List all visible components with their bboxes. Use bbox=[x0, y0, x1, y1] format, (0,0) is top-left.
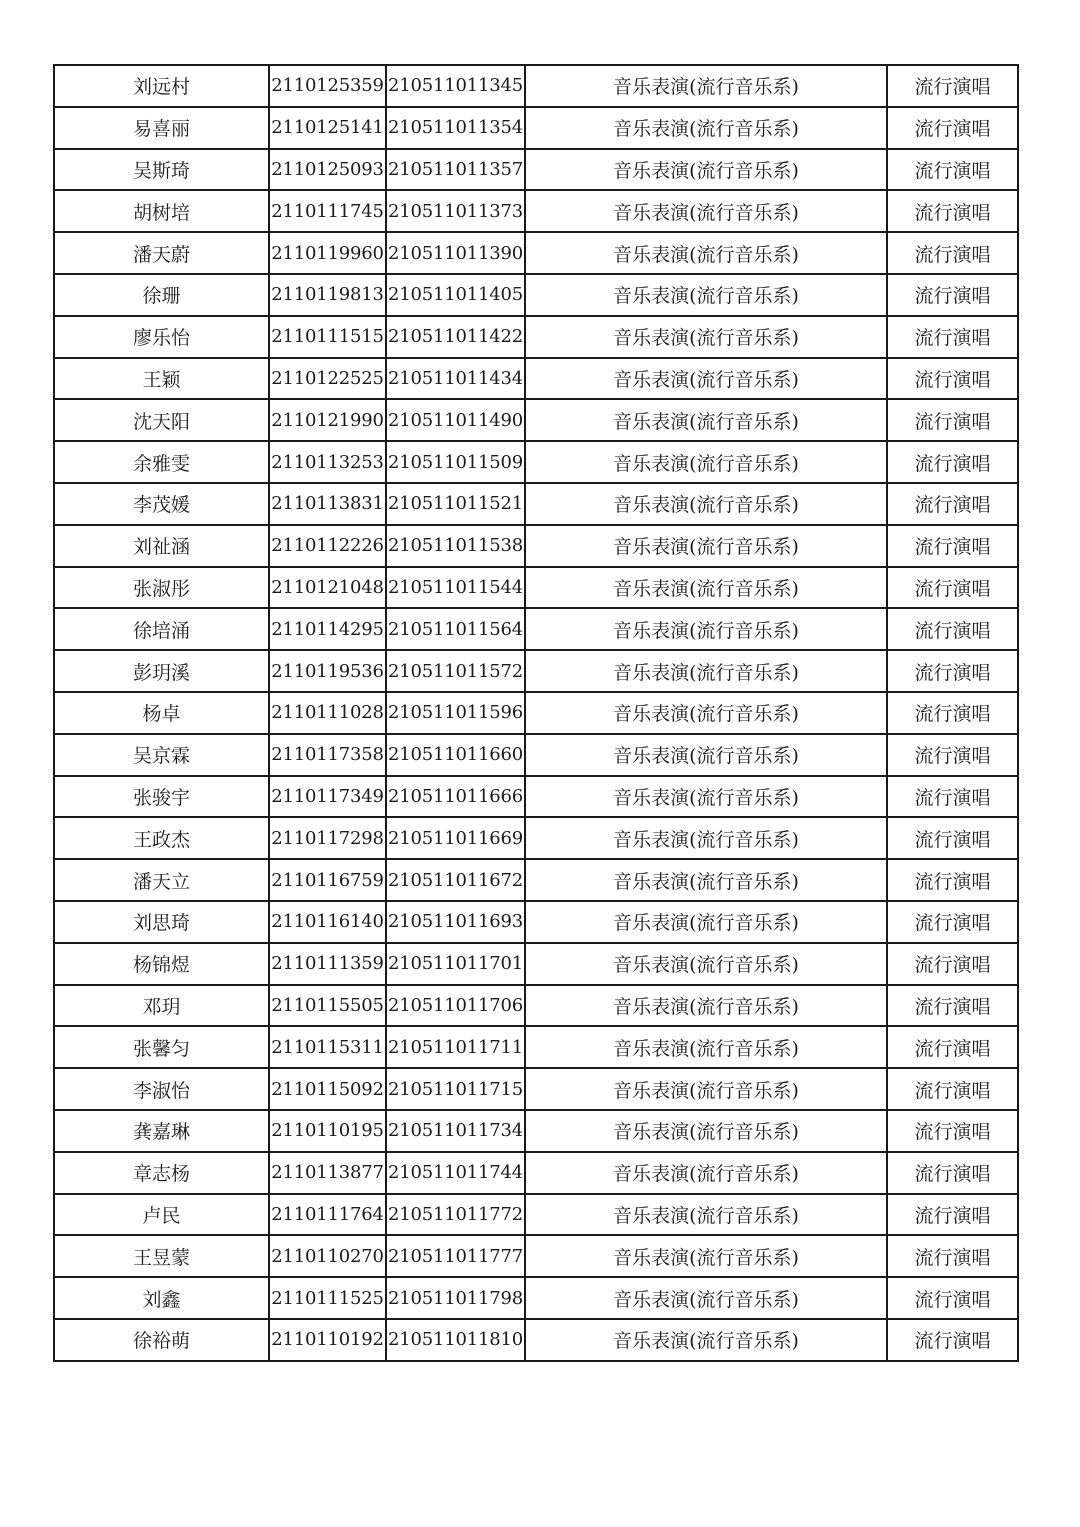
candidate-name-cell: 卢民 bbox=[54, 1194, 269, 1236]
direction-cell: 流行演唱 bbox=[887, 316, 1018, 358]
direction-cell: 流行演唱 bbox=[887, 1026, 1018, 1068]
exam-number-cell: 2110110270 bbox=[269, 1235, 386, 1277]
exam-number-cell: 2110114295 bbox=[269, 608, 386, 650]
exam-number-cell: 2110113253 bbox=[269, 441, 386, 483]
major-cell: 音乐表演(流行音乐系) bbox=[525, 1110, 887, 1152]
direction-cell: 流行演唱 bbox=[887, 399, 1018, 441]
admission-ticket-cell: 210511011434 bbox=[386, 358, 525, 400]
table-row bbox=[54, 358, 1018, 400]
major-cell: 音乐表演(流行音乐系) bbox=[525, 734, 887, 776]
direction-cell: 流行演唱 bbox=[887, 1235, 1018, 1277]
major-cell: 音乐表演(流行音乐系) bbox=[525, 1152, 887, 1194]
admission-ticket-cell: 210511011544 bbox=[386, 567, 525, 609]
candidate-name-cell: 王昱蒙 bbox=[54, 1235, 269, 1277]
major-cell: 音乐表演(流行音乐系) bbox=[525, 1068, 887, 1110]
direction-cell: 流行演唱 bbox=[887, 358, 1018, 400]
exam-number-cell: 2110111764 bbox=[269, 1194, 386, 1236]
major-cell: 音乐表演(流行音乐系) bbox=[525, 316, 887, 358]
admission-ticket-cell: 210511011509 bbox=[386, 441, 525, 483]
table-row bbox=[54, 274, 1018, 316]
table-row bbox=[54, 232, 1018, 274]
candidate-name-cell: 潘天立 bbox=[54, 859, 269, 901]
candidate-name-cell: 刘鑫 bbox=[54, 1277, 269, 1319]
admission-ticket-cell: 210511011564 bbox=[386, 608, 525, 650]
direction-cell: 流行演唱 bbox=[887, 483, 1018, 525]
table-row bbox=[54, 1152, 1018, 1194]
major-cell: 音乐表演(流行音乐系) bbox=[525, 1026, 887, 1068]
direction-cell: 流行演唱 bbox=[887, 107, 1018, 149]
direction-cell: 流行演唱 bbox=[887, 525, 1018, 567]
candidate-name-cell: 潘天蔚 bbox=[54, 232, 269, 274]
major-cell: 音乐表演(流行音乐系) bbox=[525, 274, 887, 316]
table-row bbox=[54, 399, 1018, 441]
candidate-name-cell: 杨锦煜 bbox=[54, 943, 269, 985]
table-row bbox=[54, 1235, 1018, 1277]
direction-cell: 流行演唱 bbox=[887, 859, 1018, 901]
table-row bbox=[54, 1110, 1018, 1152]
admission-ticket-cell: 210511011666 bbox=[386, 776, 525, 818]
exam-number-cell: 2110125093 bbox=[269, 149, 386, 191]
admission-ticket-cell: 210511011354 bbox=[386, 107, 525, 149]
exam-number-cell: 2110115505 bbox=[269, 985, 386, 1027]
table-row bbox=[54, 692, 1018, 734]
direction-cell: 流行演唱 bbox=[887, 901, 1018, 943]
major-cell: 音乐表演(流行音乐系) bbox=[525, 441, 887, 483]
candidate-name-cell: 杨卓 bbox=[54, 692, 269, 734]
exam-number-cell: 2110125359 bbox=[269, 65, 386, 107]
table-row bbox=[54, 525, 1018, 567]
admission-ticket-cell: 210511011390 bbox=[386, 232, 525, 274]
exam-number-cell: 2110113877 bbox=[269, 1152, 386, 1194]
table-row bbox=[54, 1194, 1018, 1236]
table-row bbox=[54, 567, 1018, 609]
admission-ticket-cell: 210511011734 bbox=[386, 1110, 525, 1152]
candidate-name-cell: 章志杨 bbox=[54, 1152, 269, 1194]
admission-ticket-cell: 210511011596 bbox=[386, 692, 525, 734]
admission-ticket-cell: 210511011772 bbox=[386, 1194, 525, 1236]
candidate-name-cell: 彭玥溪 bbox=[54, 650, 269, 692]
candidate-name-cell: 王政杰 bbox=[54, 817, 269, 859]
table-row bbox=[54, 943, 1018, 985]
candidate-name-cell: 廖乐怡 bbox=[54, 316, 269, 358]
direction-cell: 流行演唱 bbox=[887, 817, 1018, 859]
exam-number-cell: 2110117349 bbox=[269, 776, 386, 818]
exam-number-cell: 2110116759 bbox=[269, 859, 386, 901]
major-cell: 音乐表演(流行音乐系) bbox=[525, 859, 887, 901]
major-cell: 音乐表演(流行音乐系) bbox=[525, 525, 887, 567]
admission-ticket-cell: 210511011711 bbox=[386, 1026, 525, 1068]
table-row bbox=[54, 316, 1018, 358]
major-cell: 音乐表演(流行音乐系) bbox=[525, 901, 887, 943]
exam-number-cell: 2110111515 bbox=[269, 316, 386, 358]
table-row bbox=[54, 817, 1018, 859]
major-cell: 音乐表演(流行音乐系) bbox=[525, 608, 887, 650]
admission-ticket-cell: 210511011715 bbox=[386, 1068, 525, 1110]
candidate-name-cell: 刘远村 bbox=[54, 65, 269, 107]
candidate-name-cell: 吴斯琦 bbox=[54, 149, 269, 191]
direction-cell: 流行演唱 bbox=[887, 608, 1018, 650]
admission-ticket-cell: 210511011693 bbox=[386, 901, 525, 943]
exam-number-cell: 2110121990 bbox=[269, 399, 386, 441]
major-cell: 音乐表演(流行音乐系) bbox=[525, 149, 887, 191]
direction-cell: 流行演唱 bbox=[887, 65, 1018, 107]
table-row bbox=[54, 776, 1018, 818]
admission-ticket-cell: 210511011422 bbox=[386, 316, 525, 358]
major-cell: 音乐表演(流行音乐系) bbox=[525, 190, 887, 232]
candidate-name-cell: 李茂媛 bbox=[54, 483, 269, 525]
major-cell: 音乐表演(流行音乐系) bbox=[525, 65, 887, 107]
table-row bbox=[54, 985, 1018, 1027]
exam-number-cell: 2110119960 bbox=[269, 232, 386, 274]
major-cell: 音乐表演(流行音乐系) bbox=[525, 358, 887, 400]
table-row bbox=[54, 190, 1018, 232]
admission-ticket-cell: 210511011706 bbox=[386, 985, 525, 1027]
admission-ticket-cell: 210511011777 bbox=[386, 1235, 525, 1277]
exam-number-cell: 2110121048 bbox=[269, 567, 386, 609]
exam-number-cell: 2110115311 bbox=[269, 1026, 386, 1068]
major-cell: 音乐表演(流行音乐系) bbox=[525, 107, 887, 149]
major-cell: 音乐表演(流行音乐系) bbox=[525, 817, 887, 859]
table-row bbox=[54, 901, 1018, 943]
candidate-name-cell: 张馨匀 bbox=[54, 1026, 269, 1068]
candidate-name-cell: 徐培涌 bbox=[54, 608, 269, 650]
direction-cell: 流行演唱 bbox=[887, 441, 1018, 483]
admission-ticket-cell: 210511011345 bbox=[386, 65, 525, 107]
direction-cell: 流行演唱 bbox=[887, 692, 1018, 734]
exam-number-cell: 2110112226 bbox=[269, 525, 386, 567]
admission-ticket-cell: 210511011572 bbox=[386, 650, 525, 692]
exam-number-cell: 2110119813 bbox=[269, 274, 386, 316]
table-row bbox=[54, 1068, 1018, 1110]
direction-cell: 流行演唱 bbox=[887, 650, 1018, 692]
direction-cell: 流行演唱 bbox=[887, 1110, 1018, 1152]
admission-ticket-cell: 210511011810 bbox=[386, 1319, 525, 1361]
major-cell: 音乐表演(流行音乐系) bbox=[525, 1319, 887, 1361]
candidate-name-cell: 吴京霖 bbox=[54, 734, 269, 776]
admission-ticket-cell: 210511011798 bbox=[386, 1277, 525, 1319]
direction-cell: 流行演唱 bbox=[887, 1068, 1018, 1110]
candidate-name-cell: 刘思琦 bbox=[54, 901, 269, 943]
admission-ticket-cell: 210511011669 bbox=[386, 817, 525, 859]
table-body bbox=[54, 65, 1018, 1361]
admission-ticket-cell: 210511011701 bbox=[386, 943, 525, 985]
admission-ticket-cell: 210511011490 bbox=[386, 399, 525, 441]
admission-ticket-cell: 210511011744 bbox=[386, 1152, 525, 1194]
exam-number-cell: 2110122525 bbox=[269, 358, 386, 400]
table-row bbox=[54, 107, 1018, 149]
candidate-name-cell: 李淑怡 bbox=[54, 1068, 269, 1110]
exam-number-cell: 2110125141 bbox=[269, 107, 386, 149]
major-cell: 音乐表演(流行音乐系) bbox=[525, 943, 887, 985]
table-row bbox=[54, 441, 1018, 483]
major-cell: 音乐表演(流行音乐系) bbox=[525, 692, 887, 734]
table-row bbox=[54, 483, 1018, 525]
exam-number-cell: 2110116140 bbox=[269, 901, 386, 943]
direction-cell: 流行演唱 bbox=[887, 1319, 1018, 1361]
direction-cell: 流行演唱 bbox=[887, 1277, 1018, 1319]
candidate-name-cell: 余雅雯 bbox=[54, 441, 269, 483]
candidate-name-cell: 沈天阳 bbox=[54, 399, 269, 441]
exam-number-cell: 2110117358 bbox=[269, 734, 386, 776]
candidate-name-cell: 张淑彤 bbox=[54, 567, 269, 609]
candidate-name-cell: 王颖 bbox=[54, 358, 269, 400]
table-row bbox=[54, 149, 1018, 191]
major-cell: 音乐表演(流行音乐系) bbox=[525, 567, 887, 609]
direction-cell: 流行演唱 bbox=[887, 232, 1018, 274]
major-cell: 音乐表演(流行音乐系) bbox=[525, 776, 887, 818]
direction-cell: 流行演唱 bbox=[887, 149, 1018, 191]
table-row bbox=[54, 1319, 1018, 1361]
table-row bbox=[54, 608, 1018, 650]
direction-cell: 流行演唱 bbox=[887, 734, 1018, 776]
admission-list-page bbox=[53, 64, 1019, 1362]
table-row bbox=[54, 734, 1018, 776]
exam-number-cell: 2110117298 bbox=[269, 817, 386, 859]
candidate-name-cell: 徐珊 bbox=[54, 274, 269, 316]
major-cell: 音乐表演(流行音乐系) bbox=[525, 232, 887, 274]
major-cell: 音乐表演(流行音乐系) bbox=[525, 483, 887, 525]
major-cell: 音乐表演(流行音乐系) bbox=[525, 1194, 887, 1236]
exam-number-cell: 2110113831 bbox=[269, 483, 386, 525]
admission-ticket-cell: 210511011373 bbox=[386, 190, 525, 232]
table-row bbox=[54, 650, 1018, 692]
exam-number-cell: 2110111028 bbox=[269, 692, 386, 734]
direction-cell: 流行演唱 bbox=[887, 567, 1018, 609]
exam-number-cell: 2110111525 bbox=[269, 1277, 386, 1319]
exam-number-cell: 2110119536 bbox=[269, 650, 386, 692]
major-cell: 音乐表演(流行音乐系) bbox=[525, 399, 887, 441]
major-cell: 音乐表演(流行音乐系) bbox=[525, 1235, 887, 1277]
exam-number-cell: 2110110195 bbox=[269, 1110, 386, 1152]
admission-ticket-cell: 210511011672 bbox=[386, 859, 525, 901]
direction-cell: 流行演唱 bbox=[887, 776, 1018, 818]
direction-cell: 流行演唱 bbox=[887, 985, 1018, 1027]
direction-cell: 流行演唱 bbox=[887, 1194, 1018, 1236]
direction-cell: 流行演唱 bbox=[887, 274, 1018, 316]
admission-list-table bbox=[53, 64, 1019, 1362]
candidate-name-cell: 刘祉涵 bbox=[54, 525, 269, 567]
major-cell: 音乐表演(流行音乐系) bbox=[525, 1277, 887, 1319]
exam-number-cell: 2110115092 bbox=[269, 1068, 386, 1110]
table-row bbox=[54, 1277, 1018, 1319]
admission-ticket-cell: 210511011405 bbox=[386, 274, 525, 316]
candidate-name-cell: 易喜丽 bbox=[54, 107, 269, 149]
table-row bbox=[54, 859, 1018, 901]
candidate-name-cell: 徐裕萌 bbox=[54, 1319, 269, 1361]
admission-ticket-cell: 210511011521 bbox=[386, 483, 525, 525]
major-cell: 音乐表演(流行音乐系) bbox=[525, 985, 887, 1027]
major-cell: 音乐表演(流行音乐系) bbox=[525, 650, 887, 692]
exam-number-cell: 2110111359 bbox=[269, 943, 386, 985]
candidate-name-cell: 龚嘉琳 bbox=[54, 1110, 269, 1152]
admission-ticket-cell: 210511011538 bbox=[386, 525, 525, 567]
table-row bbox=[54, 65, 1018, 107]
admission-ticket-cell: 210511011660 bbox=[386, 734, 525, 776]
exam-number-cell: 2110110192 bbox=[269, 1319, 386, 1361]
direction-cell: 流行演唱 bbox=[887, 943, 1018, 985]
exam-number-cell: 2110111745 bbox=[269, 190, 386, 232]
direction-cell: 流行演唱 bbox=[887, 190, 1018, 232]
direction-cell: 流行演唱 bbox=[887, 1152, 1018, 1194]
candidate-name-cell: 邓玥 bbox=[54, 985, 269, 1027]
admission-ticket-cell: 210511011357 bbox=[386, 149, 525, 191]
candidate-name-cell: 张骏宇 bbox=[54, 776, 269, 818]
candidate-name-cell: 胡树培 bbox=[54, 190, 269, 232]
table-row bbox=[54, 1026, 1018, 1068]
